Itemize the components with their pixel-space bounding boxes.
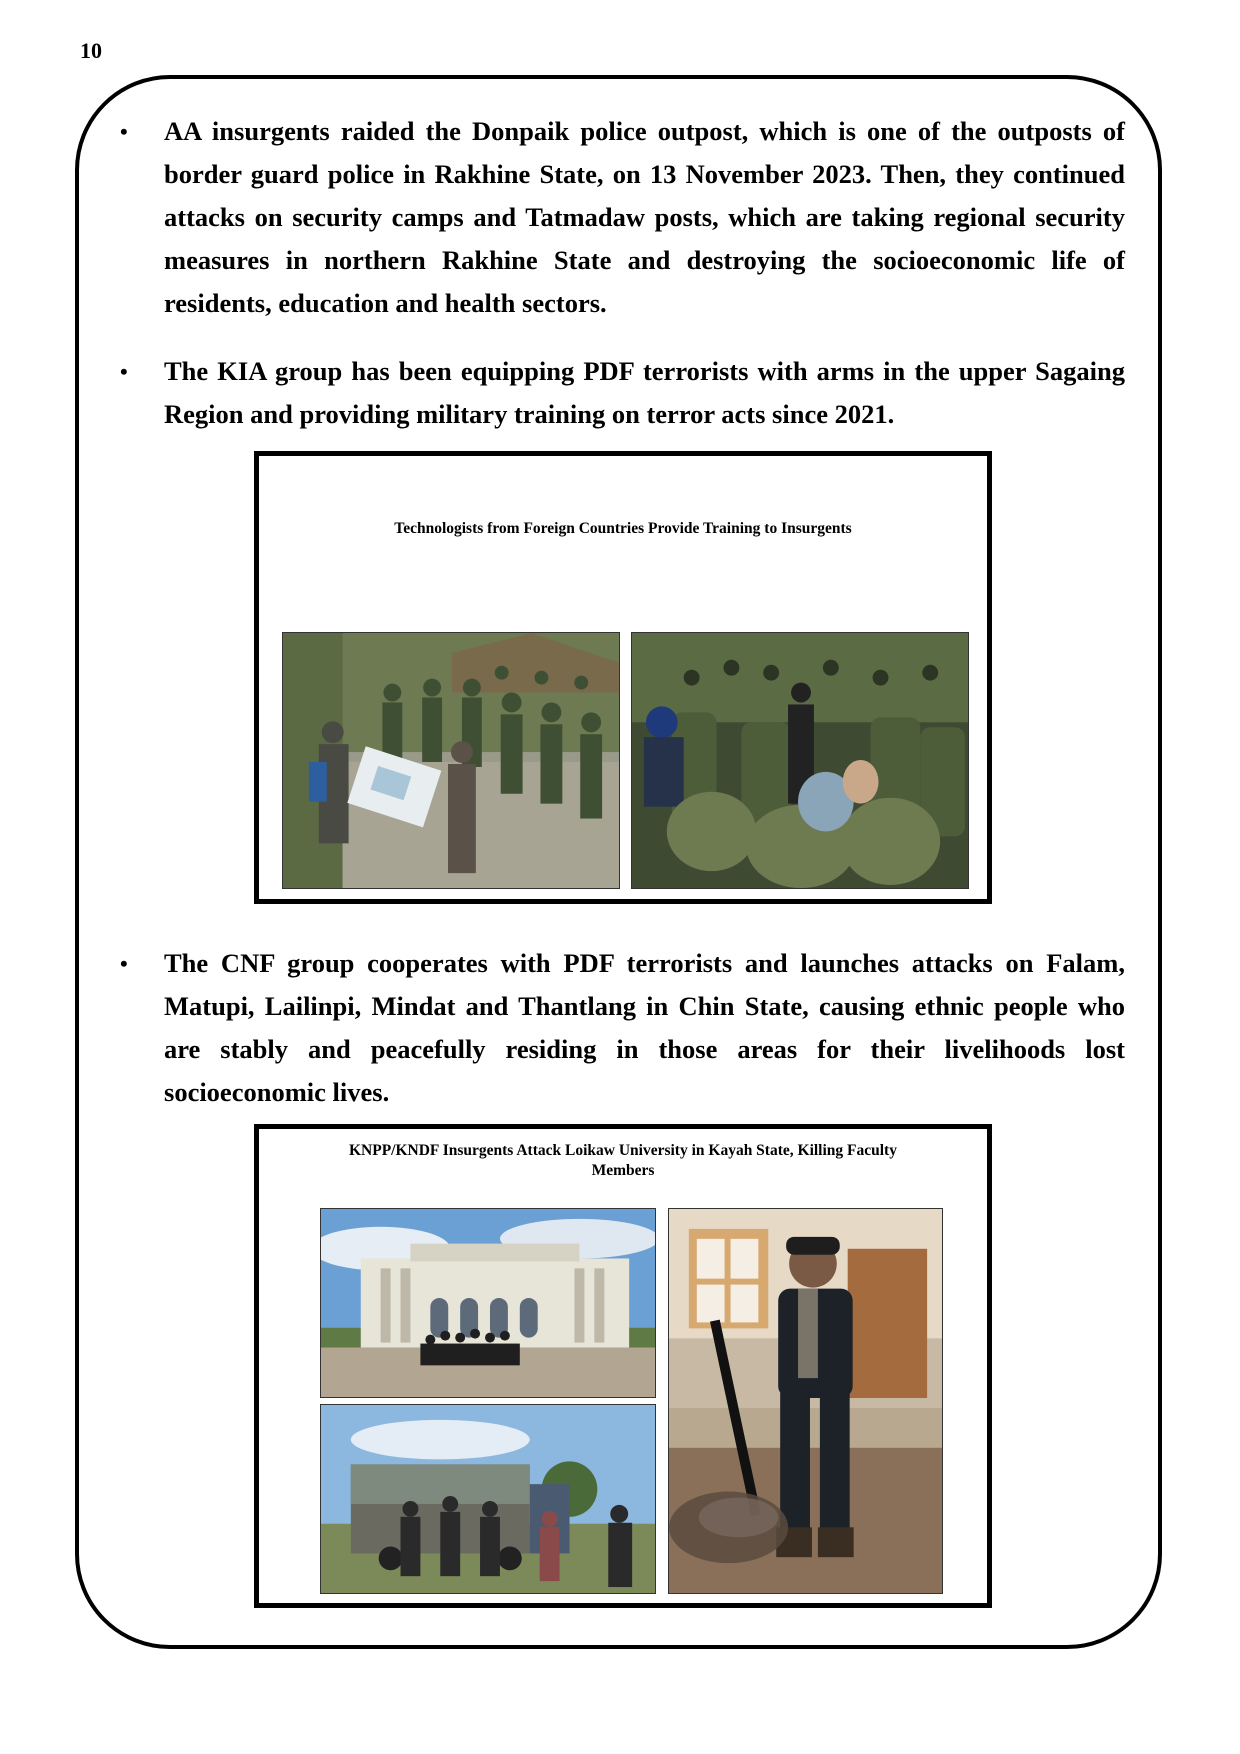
photo-university-building bbox=[320, 1208, 656, 1398]
figure-training bbox=[254, 451, 992, 904]
bullet-text: The CNF group cooperates with PDF terrorists and launches attacks on Falam, Matupi, Lailinpi, Mindat and Thantlang in Chin State, causing ethnic people who are stably and peacefully residing in those areas for their livelihoods lost socioeconomic lives. bbox=[164, 948, 1125, 1107]
bullet-dot: • bbox=[120, 119, 128, 144]
bullet-aa-insurgents bbox=[120, 110, 1125, 325]
figure-caption: KNPP/KNDF Insurgents Attack Loikaw University in Kayah State, Killing Faculty Members bbox=[349, 1142, 897, 1179]
bullet-dot: • bbox=[120, 951, 128, 976]
bullet-dot: • bbox=[120, 359, 128, 384]
figure-caption: Technologists from Foreign Countries Provide Training to Insurgents bbox=[394, 520, 852, 537]
bullet-text: AA insurgents raided the Donpaik police outpost, which is one of the outposts of border guard police in Rakhine State, on 13 November 2023. Then, they continued attacks on security camps and Tatmadaw posts, which are taking regional security measures in northern Rakhine State and destroying the socioeconomic life of residents, education and health sectors. bbox=[164, 116, 1125, 318]
bullet-kia-group bbox=[120, 350, 1125, 436]
bullet-text: The KIA group has been equipping PDF terrorists with arms in the upper Sagaing Region and providing military training on terror acts since 2021. bbox=[164, 356, 1125, 429]
bullet-cnf-group bbox=[120, 942, 1125, 1114]
page-number: 10 bbox=[80, 38, 102, 63]
photo-truck-with-people bbox=[320, 1404, 656, 1594]
figure-loikaw-university bbox=[254, 1124, 992, 1608]
photo-group-in-forest bbox=[631, 632, 969, 889]
photo-armed-insurgent bbox=[668, 1208, 943, 1594]
photo-training-group-with-map bbox=[282, 632, 620, 889]
